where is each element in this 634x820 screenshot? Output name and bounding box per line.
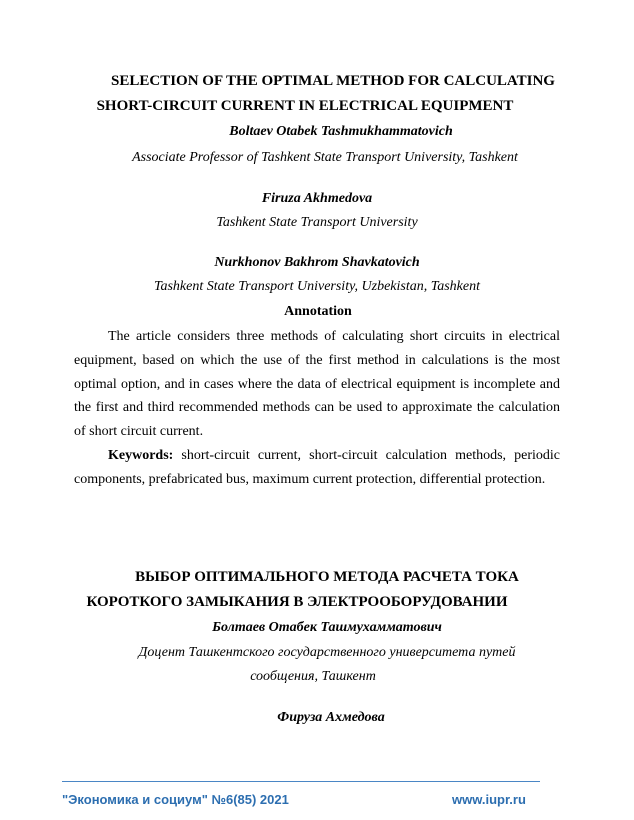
annotation-text: The article considers three methods of calculating short circuits in electrical equipment, based on which the use of the first method in calculations is the most optimal option, and in cases where the data of electrical equipment is incomplete and the first and third recommended methods can be used to approximate the calculation of short circuit current.	[74, 329, 560, 440]
footer-journal: "Экономика и социум" №6(85) 2021	[62, 792, 289, 807]
author-3-affiliation: Tashkent State Transport University, Uzbekistan, Tashkent	[153, 279, 481, 294]
author-1-name: Boltaev Otabek Tashmukhammatovich	[229, 124, 453, 139]
author-2-name: Firuza Akhmedova	[261, 191, 373, 206]
keywords-text: short-circuit current, short-circuit calculation methods, periodic components, prefabricated bus, maximum current protection, differential protection.	[74, 447, 560, 487]
ru-author-1-name: Болтаев Отабек Ташмухаммaтович	[212, 620, 442, 635]
author-3-name: Nurkhonov Bakhrom Shavkatovich	[214, 255, 420, 270]
title-en-line2: SHORT-CIRCUIT CURRENT IN ELECTRICAL EQUIPMENT	[96, 98, 514, 114]
annotation-body	[74, 325, 560, 492]
title-ru-line1: ВЫБОР ОПТИМАЛЬНОГО МЕТОДА РАСЧЕТА ТОКА	[135, 569, 519, 585]
annotation-heading: Annotation	[284, 304, 352, 319]
keywords	[74, 444, 560, 492]
ru-author-1-affiliation-line2: сообщения, Ташкент	[250, 669, 376, 684]
ru-author-2-name: Фируза Ахмедова	[277, 710, 385, 725]
author-1-affiliation: Associate Professor of Tashkent State Transport University, Tashkent	[132, 150, 518, 165]
author-2-affiliation: Tashkent State Transport University	[216, 215, 418, 230]
footer-divider	[62, 781, 540, 782]
title-en-line1: SELECTION OF THE OPTIMAL METHOD FOR CALCULATING	[111, 73, 555, 89]
title-ru-line2: КОРОТКОГО ЗАМЫКАНИЯ В ЭЛЕКТРООБОРУДОВАНИИ	[86, 594, 508, 610]
ru-author-1-affiliation-line1: Доцент Ташкентского государственного университета путей	[138, 645, 516, 660]
keywords-label: Keywords:	[108, 447, 174, 463]
footer-website[interactable]: www.iupr.ru	[452, 792, 526, 807]
